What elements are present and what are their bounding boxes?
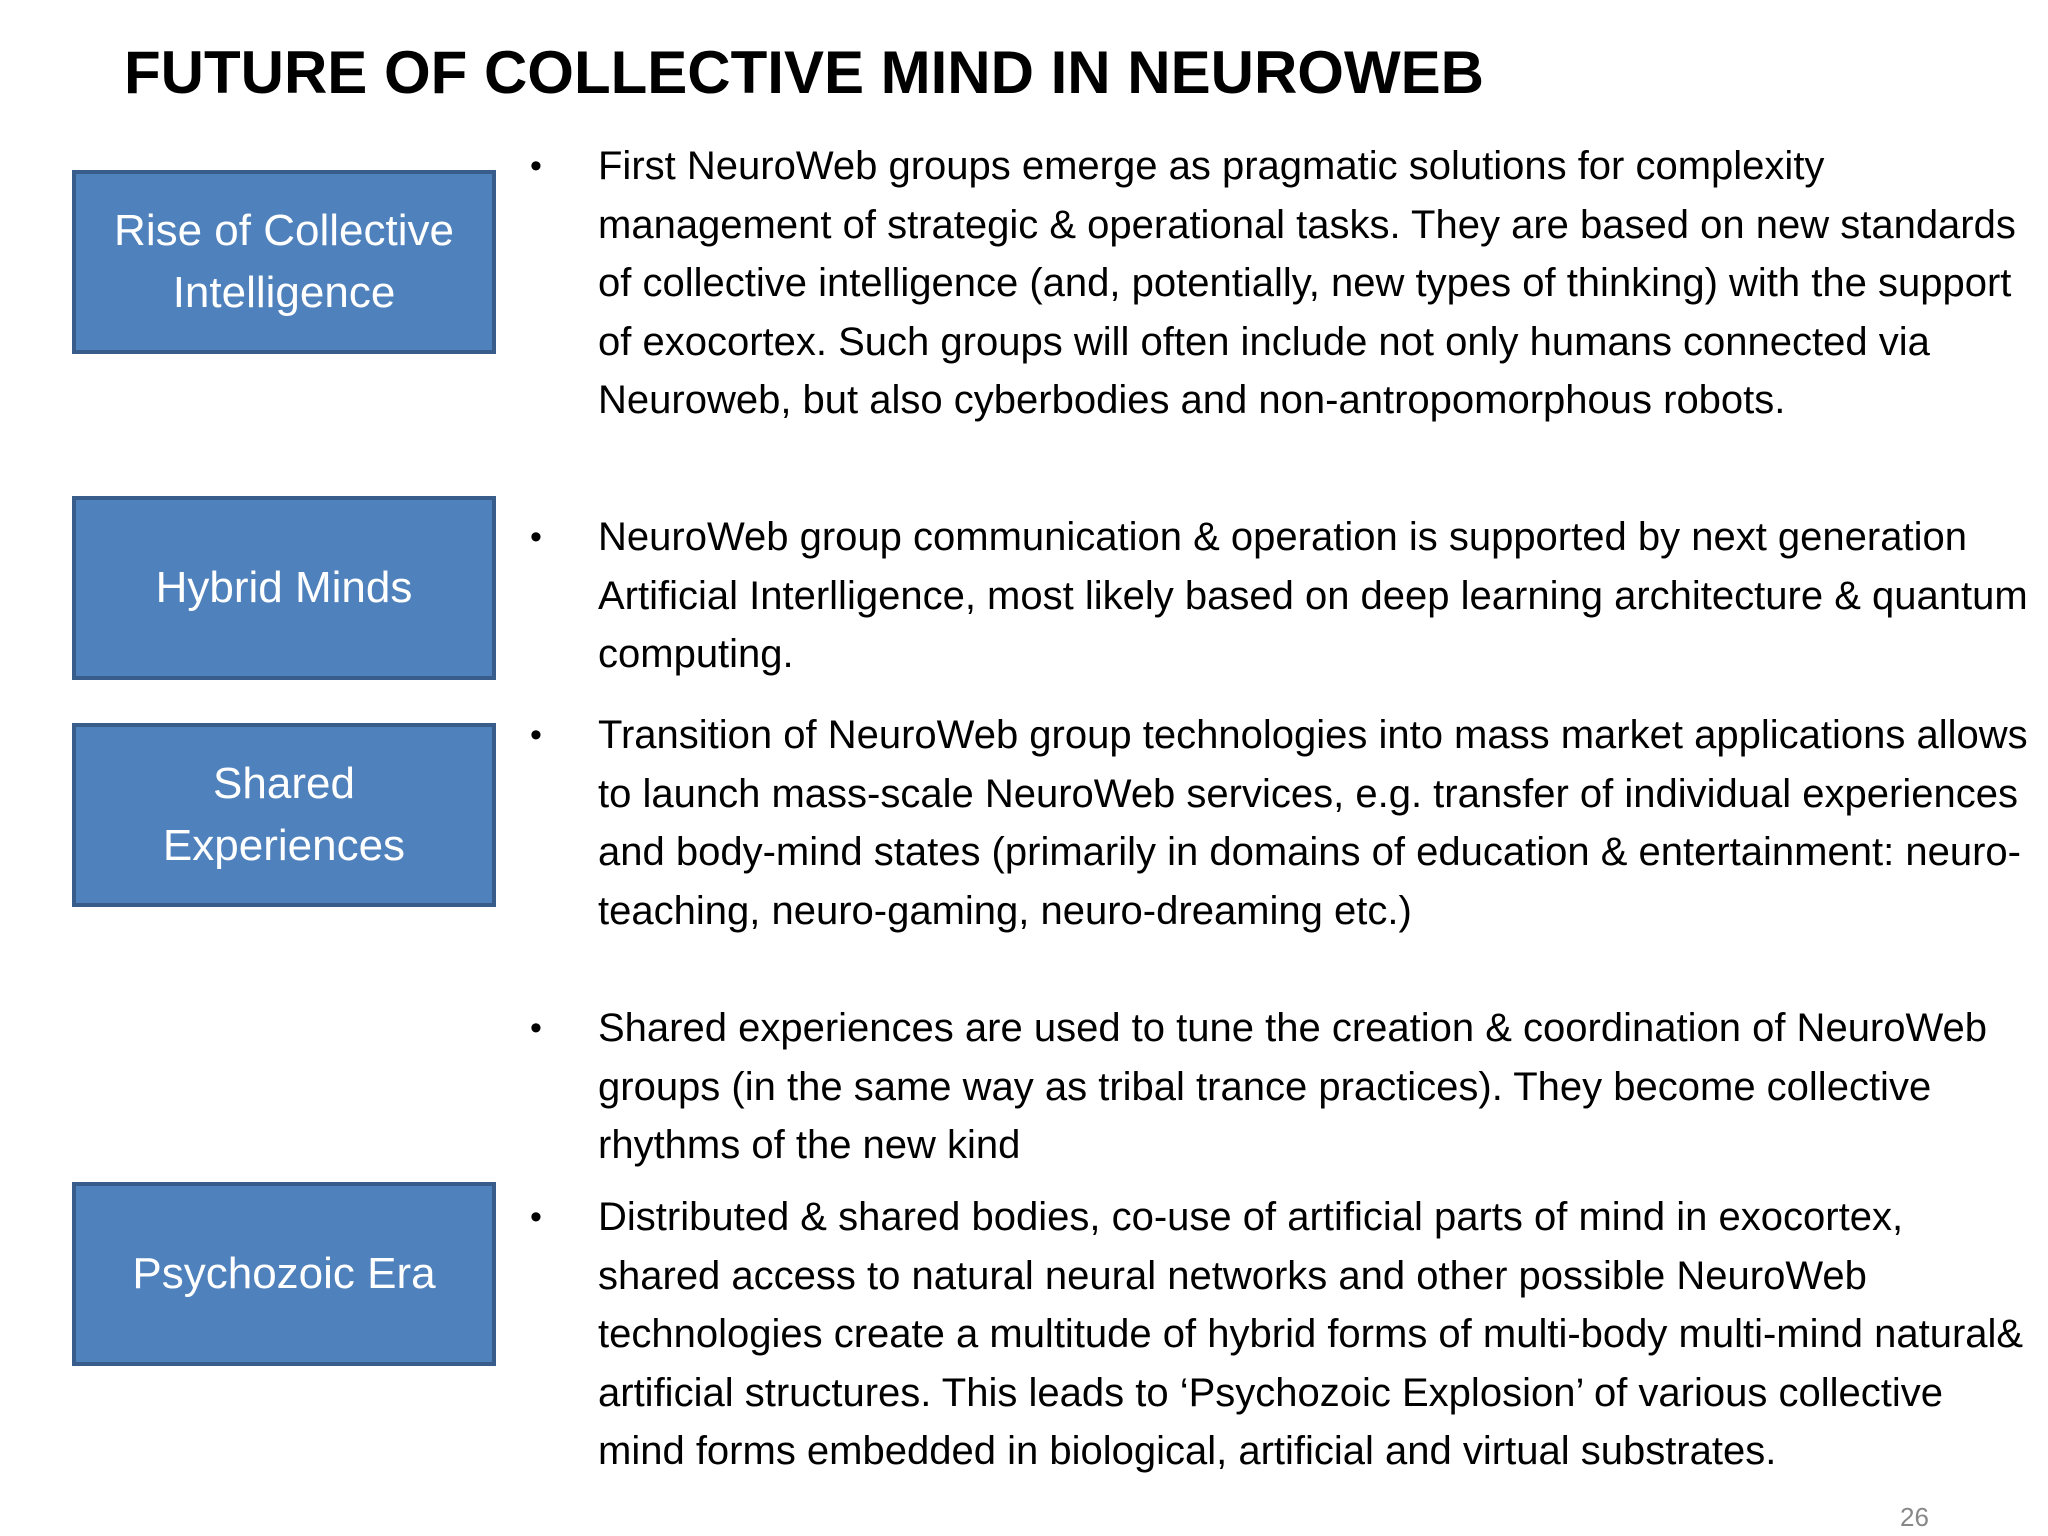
label-text: Shared Experiences [162,759,406,870]
bullet-marker: • [530,147,542,185]
label-rise-of-collective-intelligence [72,170,496,354]
bullet-text: Distributed & shared bodies, co-use of artificial parts of mind in exocortex, shared access to natural neural networks and other possible NeuroWeb technologies create a multitude of hybrid forms of multi-body multi-mind natural& artificial structures. This leads to ‘Psychozoic Explosion’ of various collective mind forms embedded in biological, artificial and virtual substrates. [598,1195,2024,1473]
bullet-text: First NeuroWeb groups emerge as pragmatic solutions for complexity management of strategic & operational tasks. They are based on new standards of collective intelligence (and, potentially, new types of thinking) with the support of exocortex. Such groups will often include not only humans connected via Neuroweb, but also cyberbodies and non-antropomorphous robots. [598,144,2016,422]
bullet-item [530,706,2030,940]
label-shared-experiences [72,723,496,907]
bullet-text: Transition of NeuroWeb group technologies into mass market applications allows to launch mass-scale NeuroWeb services, e.g. transfer of individual experiences and body-mind states (primarily in domains of education & entertainment: neuro-teaching, neuro-gaming, neuro-dreaming etc.) [598,713,2028,933]
label-hybrid-minds [72,496,496,680]
bullet-item [530,137,2030,430]
bullet-item [530,999,2030,1175]
label-text: Hybrid Minds [155,563,413,612]
page-number: 26 [1900,1502,1929,1532]
bullet-marker: • [530,1009,542,1047]
slide-title: FUTURE OF COLLECTIVE MIND IN NEUROWEB [124,39,1484,106]
bullet-marker: • [530,716,542,754]
label-psychozoic-era [72,1182,496,1366]
bullet-item [530,1188,2030,1481]
label-text: Psychozoic Era [132,1249,436,1298]
bullet-text: NeuroWeb group communication & operation is supported by next generation Artificial Interlligence, most likely based on deep learning architecture & quantum computing. [598,515,2028,676]
bullet-text: Shared experiences are used to tune the creation & coordination of NeuroWeb groups (in the same way as tribal trance practices). They become collective rhythms of the new kind [598,1006,1988,1167]
bullet-marker: • [530,1198,542,1236]
bullet-marker: • [530,518,542,556]
bullet-item [530,508,2030,684]
label-text: Rise of Collective Intelligence [114,206,454,317]
